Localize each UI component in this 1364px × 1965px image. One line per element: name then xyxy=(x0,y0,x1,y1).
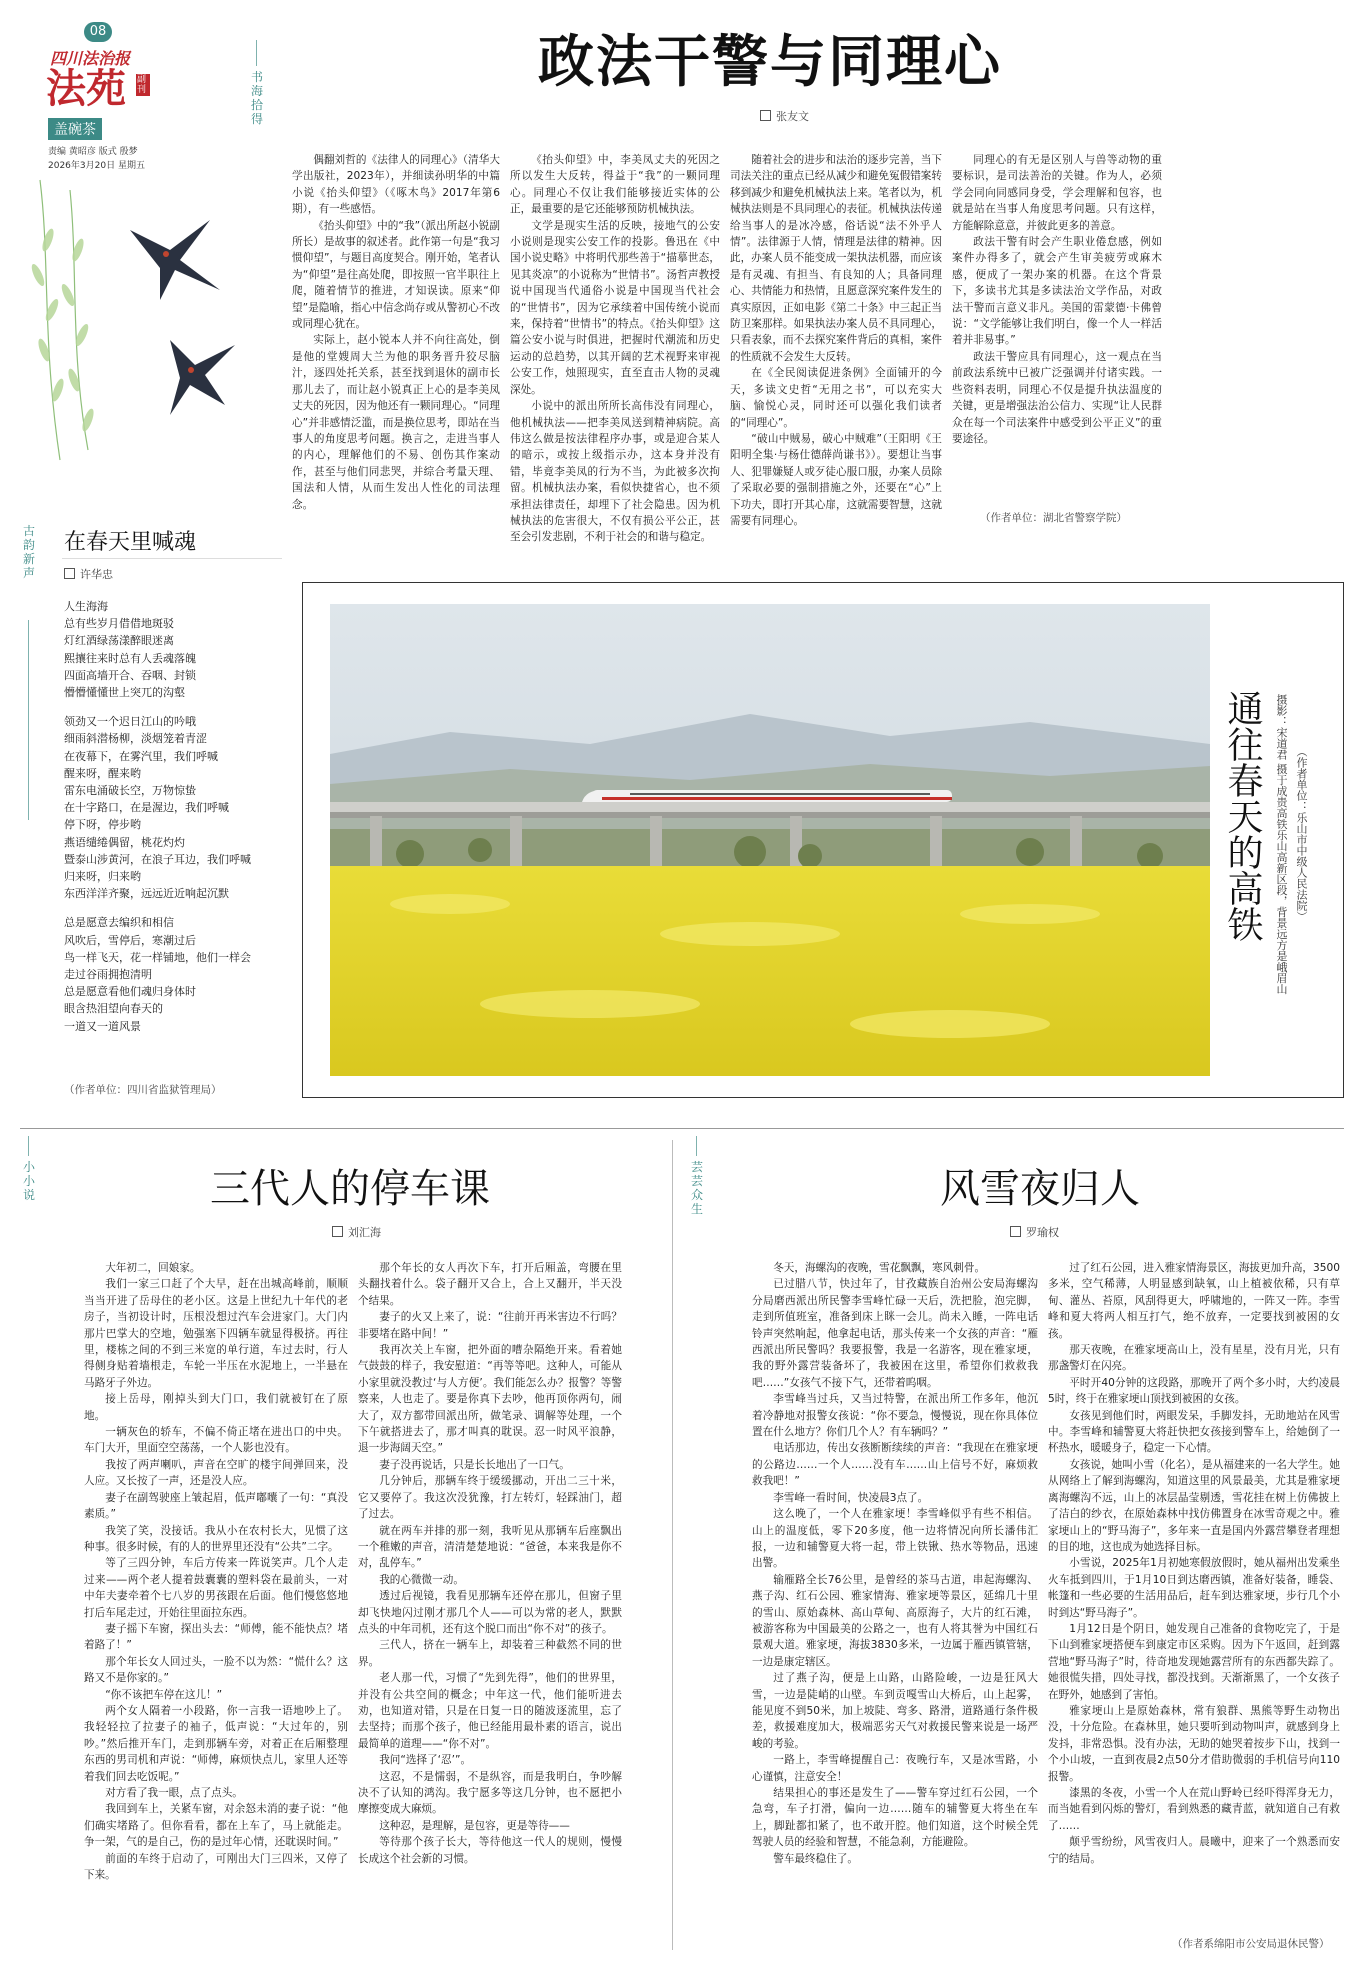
column-name: 盖碗茶 xyxy=(48,118,102,140)
masthead xyxy=(40,22,158,182)
story-left-author: 刘汇海 xyxy=(332,1224,381,1240)
section-tag-story-right-line xyxy=(696,1136,697,1156)
story-right-title: 风雪夜归人 xyxy=(940,1166,1140,1212)
photo-high-speed-rail xyxy=(330,604,1210,1076)
section-tag-top: 书海拾得 xyxy=(250,70,263,126)
photo-unit: （作者单位：乐山市中级人民法院） xyxy=(1295,746,1308,922)
main-article-col-3: 随着社会的进步和法治的逐步完善，当下司法关注的重点已经从减少和避免冤假错案转移到减少和避免机械执法上来。笔者以为，机械执法则是不具同理心的表征。机械执法传递给当事人的是冰冷感，俗话说“法不外乎人情”。法律源于人情，情理是法律的精神。因此，办案人员不能变成一架执法机器，而应该是有灵魂、有担当、有良知的人；具备同理心、共情能力和热情，且愿意深究案件发生的真实原因，正如电影《第二十条》中三起正当防卫案那样。如果执法办案人员不具同理心，只看表象，而不去探究案件背后的真相，案件的性质就不会发生大反转。 在《全民阅读促进条例》全面铺开的今天，多读文史哲“无用之书”，可以充实大脑、愉悦心灵，同时还可以强化我们读者的“同理心”。 “破山中贼易，破心中贼难”（王阳明《王阳明全集·与杨仕德薛尚谦书》）。要想让当事人、犯罪嫌疑人或歹徒心服口服，办案人员除了采取必要的强制措施之外，还要在“心”上下功夫，即打开其心扉，这就需要智慧，这就需要有同理心。 xyxy=(730,154,942,527)
section-tag-story-left-line xyxy=(28,1136,29,1156)
poem-body: 人生海海 总有些岁月借借地斑驳 灯红酒绿荡漾醉眼迷离 熙攘往来时总有人丢魂落魄 四面高墙开合、吞咽、封锁 懵懵懂懂世上突兀的沟壑 领劲又一个迟日江山的吟哦 细雨斜潜杨柳，淡烟笼着青涩 在夜幕下，在雾汽里，我们呼喊 醒来呀，醒来哟 雷东电涌破长空，万物惊蛰 在十字路口，在是渥边，我们呼喊 停下呀，停步哟 燕语缱绻偶留，桃花灼灼 暨泰山涉黄河，在浪子耳边，我们呼喊 归来呀，归来哟 东西洋洋齐聚，远远近近响起沉默 总是愿意去编织和相信 风吹后，雪停后，寒潮过后 鸟一样飞天，花一样铺地，他们一样会 走过谷雨拥抱清明 总是愿意看他们魂归身体时 眼含热泪望向春天的 一道又一道风景 xyxy=(64,600,251,1033)
author-box-icon xyxy=(332,1226,343,1237)
poem-author: 许华忠 xyxy=(64,566,113,582)
lower-column-divider xyxy=(672,1140,673,1950)
lower-section-divider xyxy=(20,1128,1344,1129)
issue-date: 2026年3月20日 星期五 xyxy=(48,161,145,171)
editors: 责编 黄昭彦 版式 殷梦 xyxy=(48,147,138,157)
main-article-author: 张友文 xyxy=(760,108,809,124)
author-box-icon xyxy=(760,110,771,121)
main-article-col-4: 同理心的有无是区别人与兽等动物的重要标识，是司法善治的关键。作为人，必须学会同向同感同身受，学会理解和包容，也就是站在当事人角度思考问题。只有这样，方能解除意意，并彼此更多的善意。 政法干警有时会产生职业倦怠感，例如案件办得多了，就会产生审美疲劳或麻木感，便成了一架办案的机器。在这个背景下，多读书尤其是多读法治文学作品，对政法干警而言意义非凡。美国的雷蒙德·卡佛曾说：“文学能够让我们明白，像一个人一样活着并非易事。” 政法干警应具有同理心，这一观点在当前政法系统中已被广泛强调并付诸实践。一些资料表明，同理心不仅是提升执法温度的关键，更是增强法治公信力、实现“让人民群众在每一个司法案件中感受到公平正义”的重要途径。 xyxy=(952,154,1162,445)
supplement-tag: 副刊 xyxy=(136,74,150,96)
photo-title: 通往春天的高铁 xyxy=(1222,690,1263,942)
photo-credit: 摄影：宋道君 摄于成贵高铁乐山高新区段，背景远方是峨眉山 xyxy=(1275,694,1288,995)
main-article-col-1: 偶翻刘哲的《法律人的同理心》（清华大学出版社，2023年），并细读孙明华的中篇小说《抬头仰望》（《啄木鸟》2017年第6期），有一些感悟。 《抬头仰望》中的“我”（派出所赵小锐副所长）是故事的叙述者。此作第一句是“我习惯仰望”，与题目高度契合。刚开始，笔者认为“仰望”是往高处爬，即按照一官半职往上爬，随着情节的推进，才知误读。原来“仰望”是隐喻，指心中信念尚存或从警初心不改或同理心犹在。 实际上，赵小锐本人并不向往高处，倒是他的堂嫂周大兰为他的职务晋升狡尽脑汁，逐四处托关系，甚至找到退休的副市长那儿去了，而让赵小锐真正上心的是李美凤丈夫的死因，因为他还有一颗同理心。“同理心”并非感情泛滥，而是换位思考，即站在当事人的角度思考问题。换言之，走进当事人的内心，理解他们的不易、创伤其作案动作，甚至与他们同悲哭，并综合考量天理、国法和人情，从而生发出人性化的司法理念。 xyxy=(292,154,500,511)
swallow-illustration xyxy=(20,180,240,470)
story-right-col-2: 过了红石公园，进入雅家情海景区，海拔更加升高，3500多米，空气稀薄，人明显感到缺氧，山上植被依稀，只有草甸、灌丛、苔原，风刮得更大，呼啸地的，一阵又一阵。李雪峰和夏大将两人相互打气，绝不放弃，一定要找到被困的女孩。 那天夜晚，在雅家埂高山上，没有星星，没有月光，只有那盏警灯在闪亮。 平时开40分钟的这段路，那晚开了两个多小时，大约凌晨5时，终于在雅家埂山顶找到被困的女孩。 女孩见到他们时，两眼发呆，手脚发抖，无助地站在风雪中。李雪峰和辅警夏大将赶快把女孩接到警车上，给她倒了一杯热水，暖暖身子，稳定一下心情。 女孩说，她叫小雪（化名），是从福建来的一名大学生。她从网络上了解到海螺沟，知道这里的风景最美，尤其是雅家埂离海螺沟不远，山上的冰层晶莹剔透，雪花挂在树上仿佛披上了洁白的纱衣，在原始森林中找仿佛置身在冰雪奇观之中。雅家埂山上的“野马海子”，多年来一直是国内外露营攀登者理想的目的地，这也成为她选择目标。 小雪说，2025年1月初她寒假放假时，她从福州出发乘坐火车抵到四川，于1月10日到达磨西镇，准备好装备，睡袋、帐篷和一些必要的生活用品后，赶车到达雅家埂，步行几个小时到达“野马海子”。 1月12日是个阴日，她发现自己准备的食物吃完了，于是下山到雅家埂搭便车到康定市区采购。因为下午返回，赶到露营地“野马海子”时，待奇地发现她露营所有的东西都失踪了。她很慌失措，四处寻找，都没找到。天渐渐黑了，一个女孩子在野外，她感到了害怕。 雅家埂山上是原始森林，常有狼群、黑熊等野生动物出没，十分危险。在森林里，她只要听到动物叫声，就感到身上发抖，非常恐惧。没有办法，无助的她哭着按步下山，找到一个小山坡，一直到夜晨2点50分才借助微弱的手机信号向110报警。 漆黑的冬夜，小雪一个人在荒山野岭已经吓得浑身无力，而当她看到闪烁的警灯，看到熟悉的藏青蓝，就知道自己有救了…… 颠乎雪纷纷，风雪夜归人。晨曦中，迎来了一个熟悉而安宁的结局。 xyxy=(1048,1262,1340,1865)
story-left-title: 三代人的停车课 xyxy=(210,1166,490,1212)
author-box-icon xyxy=(1010,1226,1021,1237)
section-tag-story-right: 芸芸众生 xyxy=(690,1160,703,1216)
poem-title: 在春天里喊魂 xyxy=(64,530,197,555)
main-article-unit: （作者单位：湖北省警察学院） xyxy=(980,512,1127,524)
section-tag-poem: 古韵新声 xyxy=(22,524,35,580)
story-right-author: 罗瑜权 xyxy=(1010,1224,1059,1240)
story-right-unit: （作者系绵阳市公安局退休民警） xyxy=(1172,1938,1330,1950)
main-article-title: 政法干警与同理心 xyxy=(538,30,1002,95)
section-tag-story-left: 小小说 xyxy=(22,1160,35,1202)
poem-unit: （作者单位：四川省监狱管理局） xyxy=(64,1084,222,1096)
page-number-badge: 08 xyxy=(84,22,112,42)
story-left-col-2: 那个年长的女人再次下车，打开后厢盖，弯腰在里头翻找着什么。袋子翻开又合上，合上又翻开，半天没个结果。 妻子的火又上来了，说：“往前开再米害边不行吗？非要堵在路中间！” 我再次关上车窗，把外面的嘈杂隔绝开来。看着她气鼓鼓的样子，我安慰道：“再等等吧。这种人，可能从小家里就没教过‘与人方便’。我们能怎么办？报警？等警察来，人也走了。要是你真下去吵，他再顶你两句，闹大了，双方都带回派出所，做笔录、调解等处理，一个下午就搭进去了，那才叫真的耽误。忍一时风平浪静，退一步海阔天空。” 妻子没再说话，只是长长地出了一口气。 几分钟后，那辆车终于缓缓挪动，开出二三十米，它又要停了。我这次没犹豫，打左转灯，轻踩油门，超了过去。 就在两车并排的那一刻，我听见从那辆车后座飘出一个稚嫩的声音，清清楚楚地说：“爸爸，本来我是你不对，乱停车。” 我的心微微一动。 透过后视镜，我看见那辆车还停在那儿，但窗子里却飞快地闪过刚才那几个人——可以为常的老人，默默点头的中年司机，还有这个脱口而出“你不对”的孩子。 三代人，挤在一辆车上，却装着三种截然不同的世界。 老人那一代，习惯了“先到先得”，他们的世界里，并没有公共空间的概念；中年这一代，他们能听进去劝，也知道对错，只是在日复一日的随波逐流里，忘了去坚持；而那个孩子，他已经能用最朴素的语言，说出最简单的道理——“你不对”。 我问“选择了‘忍’”。 这忍，不是懦弱，不是纵容，而是我明白，争吵解决不了认知的鸿沟。我宁愿多等这几分钟，也不愿把小摩擦变成大麻烦。 这种忍，是理解，是包容，更是等待—— 等待那个孩子长大，等待他这一代人的规则，慢慢长成这个社会新的习惯。 xyxy=(358,1262,622,1865)
supplement-name: 法苑 xyxy=(46,65,126,112)
author-box-icon xyxy=(64,568,75,579)
poem-divider xyxy=(62,558,282,559)
section-tag-poem-line xyxy=(28,620,29,820)
paper-name: 四川法治报 xyxy=(50,49,131,68)
story-right-col-1: 冬天，海螺沟的夜晚，雪花飘飘，寒风刺骨。 已过腊八节，快过年了，甘孜藏族自治州公安局海螺沟分局磨西派出所民警李雪峰忙碌一天后，洗把脸，泡完脚，走到所值班室，准备到床上眯一会儿。尚未入睡，一阵电话铃声突然响起，他拿起电话，那头传来一个女孩的声音：“雁西派出所民警吗？我要报警，我是一名游客，现在雅家埂，我的野外露营装备坏了，我被困在这里，希望你们救救我吧……”女孩气不接下气，还带着呜咽。 李雪峰当过兵，又当过特警，在派出所工作多年，他沉着冷静地对报警女孩说：“你不要急，慢慢说，现在你具体位置在什么地方？你们几个人？有车辆吗？” 电话那边，传出女孩断断续续的声音：“我现在在雅家埂的公路边……一个人……没有车……山上信号不好，麻烦救救我吧！” 李雪峰一看时间，快凌晨3点了。 这么晚了，一个人在雅家埂！李雪峰似乎有些不相信。山上的温度低，零下20多度，他一边将情况向所长潘伟汇报，一边和辅警夏大将一起，带上铁锹、热水等物品，迅速出警。 输雁路全长76公里，是曾经的茶马古道，串起海螺沟、燕子沟、红石公园、雅家情海、雅家埂等景区，延绵几十里的雪山、原始森林、高山草甸、高原海子，大片的红石滩，被游客称为中国最美的公路之一，也有人将其誉为中国红石景观大道。雅家埂，海拔3830多米，一边属于雁西镇管辖，一边是康定辖区。 过了燕子沟，便是上山路，山路险峻，一边是狂风大雪，一边是陡峭的山壁。车到贡嘎雪山大桥后，山上起雾，能见度不到50米，加上坡陡、弯多、路滑，道路通行条件极差，救援难度加大，极端恶劣天气对救援民警来说是一场严峻的考验。 一路上，李雪峰提醒自己：夜晚行车，又是冰雪路，小心谨慎，注意安全！ 结果担心的事还是发生了——警车穿过红石公园，一个急弯，车子打滑，偏向一边……随车的辅警夏大将坐在车上，脚趾都扣紧了，也不敢开腔。他们知道，这个时候全凭驾驶人员的经验和智慧，不能急刹，方能避险。 警车最终稳住了。 xyxy=(752,1262,1038,1865)
section-tag-top-line xyxy=(256,40,257,66)
main-article-col-2: 《抬头仰望》中，李美凤丈夫的死因之所以发生大反转，得益于“我”的一颗同理心。同理心不仅让我们能够接近实体的公正，最重要的是它还能够预防机械执法。 文学是现实生活的反映，接地气的公安小说则是现实公安工作的投影。鲁迅在《中国小说史略》中将明代那些善于“描摹世态，见其炎凉”的小说称为“世情书”。汤哲声教授说中国现当代通俗小说是中国现当代社会的“世情书”，因为它承续着中国传统小说而来，保持着“世情书”的特点。《抬头仰望》这篇公安小说与时俱进，把握时代潮流和历史运动的总趋势，以其开阔的艺术视野来审视公安工作，烛照现实，直至直击人物的灵魂深处。 小说中的派出所所长高伟没有同理心，他机械执法——把李美凤送到精神病院。高伟这么做是按法律程序办事，或是迎合某人的暗示，或按上级指示办，这本身并没有错，毕竟李美凤的行为不当，为此被多次拘留。机械执法办案，看似快捷省心，也不须承担法律责任，却埋下了社会隐患。因为机械执法的危害很大，不仅有损公平公正，甚至会引发悲剧，不利于社会的和谐与稳定。 xyxy=(510,154,720,544)
story-left-col-1: 大年初二，回娘家。 我们一家三口赶了个大早，赶在出城高峰前，顺顺当当开进了岳母住的老小区。这是上世纪九十年代的老房子，当初设计时，压根没想过汽车会进家门。大门内那片巴掌大的空地，勉强塞下四辆车就显得极挤。再往里，楼栋之间的不到三米宽的单行道，车过去时，行人得侧身贴着墙根走，车轮一半压在水泥地上，一半悬在马路牙子外边。 接上岳母，刚掉头到大门口，我们就被钉在了原地。 一辆灰色的轿车，不偏不倚正堵在进出口的中央。车门大开，里面空空荡荡，一个人影也没有。 我按了两声喇叭，声音在空旷的楼宇间弹回来，没人应。又长按了一声，还是没人应。 妻子在副驾驶座上皱起眉，低声嘟囔了一句：“真没素质。” 我笑了笑，没接话。我从小在农村长大，见惯了这种事。很多时候，有的人的世界里还没有“公共”二字。 等了三四分钟，车后方传来一阵说笑声。几个人走过来——两个老人提着鼓囊囊的塑料袋在最前头，一对中年夫妻牵着个七八岁的男孩跟在后面。他们慢悠悠地打后车尾走过，开始往里面拉东西。 妻子摇下车窗，探出头去：“师傅，能不能快点？堵着路了！” 那个年长女人回过头，一脸不以为然：“慌什么？这路又不是你家的。” “你不该把车停在这儿！” 两个女人隔着一小段路，你一言我一语地吵上了。我轻轻拉了拉妻子的袖子，低声说：“大过年的，别吵。”然后推开车门，走到那辆车旁，对着正在后厢整理东西的男司机和声说：“师傅，麻烦快点儿，家里人还等着我们回去吃饭呢。” 对方看了我一眼，点了点头。 我回到车上，关紧车窗，对余怒未消的妻子说：“他们确实堵路了。但你看看，都在上车了，马上就能走。争一架，气的是自己，伤的是过年心情，还耽误时间。” 前面的车终于启动了，可刚出大门三四米，又停了下来。 xyxy=(84,1262,348,1882)
